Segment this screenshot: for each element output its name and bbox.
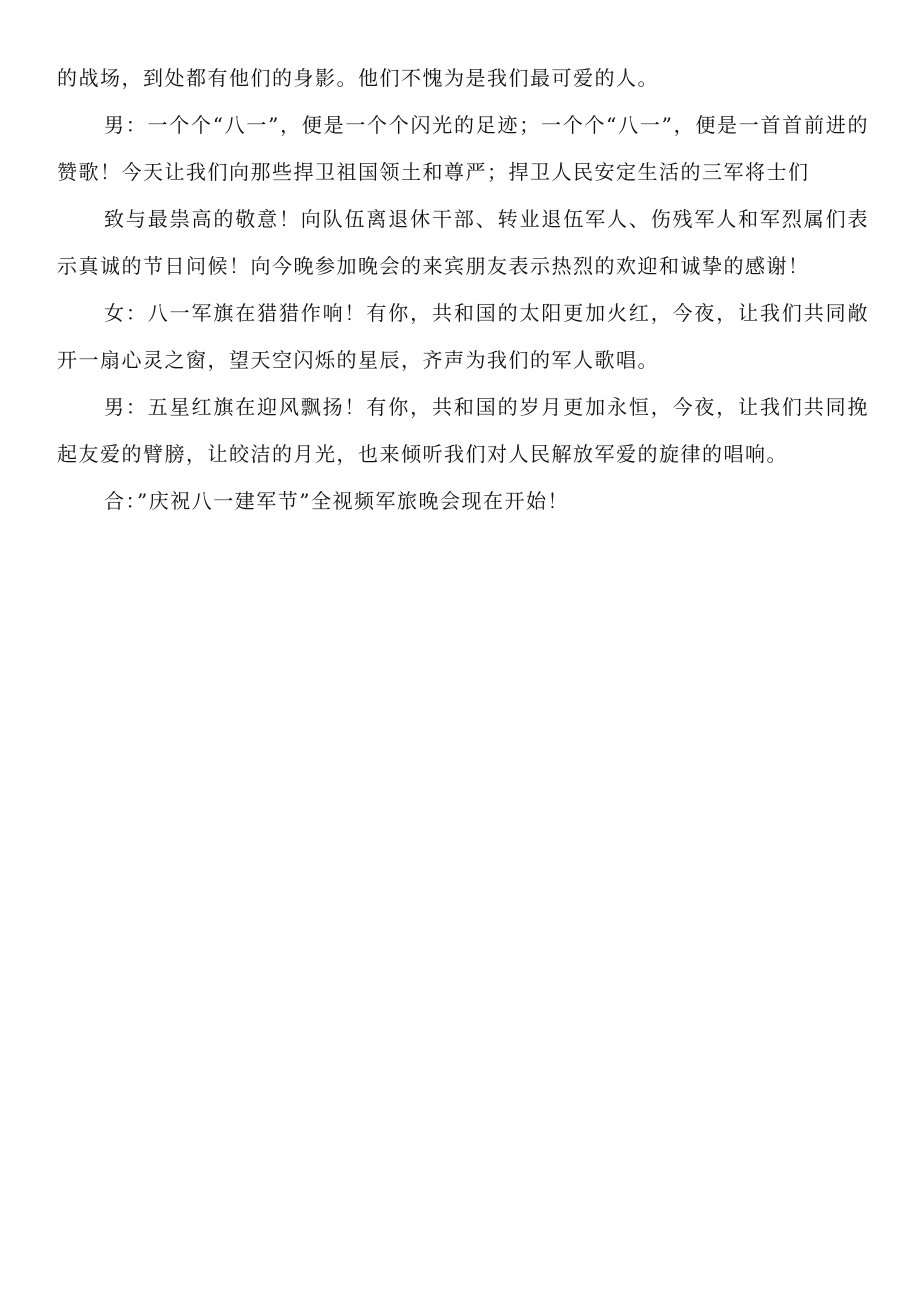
paragraph-male-speaker-2: 男：五星红旗在迎风飘扬！有你，共和国的岁月更加永恒，今夜，让我们共同挽起友爱的臂膀，让皎洁的月光，也来倾听我们对人民解放军爱的旋律的唱响。	[57, 395, 869, 466]
paragraph-male-speaker-1: 男：一个个“八一”，便是一个个闪光的足迹；一个个“八一”，便是一首首前进的赞歌！今天让我们向那些捍卫祖国领土和尊严；捍卫人民安定生活的三军将士们	[57, 113, 869, 184]
paragraph-together: 合：”庆祝八一建军节”全视频军旅晚会现在开始！	[104, 489, 569, 513]
paragraph-tribute: 致与最祟高的敬意！向队伍离退休干部、转业退伍军人、伤残军人和军烈属们表示真诚的节日问候！向今晚参加晚会的来宾朋友表示热烈的欢迎和诚挚的感谢！	[57, 207, 869, 278]
paragraph-female-speaker: 女：八一军旗在猎猎作响！有你，共和国的太阳更加火红，今夜，让我们共同敞开一扇心灵之窗，望天空闪烁的星辰，齐声为我们的军人歌唱。	[57, 301, 869, 372]
document-body	[57, 55, 869, 525]
paragraph-continuation: 的战场，到处都有他们的身影。他们不愧为是我们最可爱的人。	[57, 66, 659, 90]
